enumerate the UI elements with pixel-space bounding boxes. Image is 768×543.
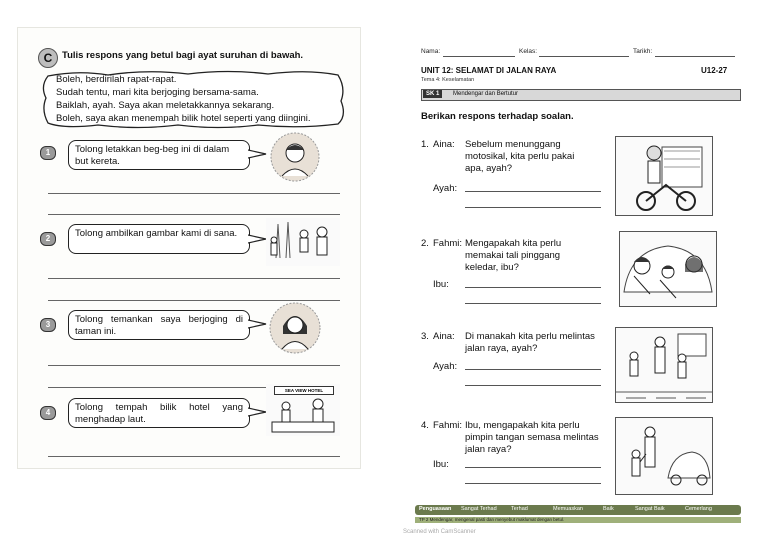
unit-title: UNIT 12: SELAMAT DI JALAN RAYA — [421, 66, 557, 75]
response-option: Sudah tentu, mari kita berjoging bersama-sama. — [56, 87, 259, 98]
mother-portrait-icon — [268, 302, 322, 354]
answer-line[interactable] — [465, 303, 601, 304]
right-worksheet-page — [403, 35, 741, 535]
answer-line[interactable] — [465, 207, 601, 208]
answer-line[interactable] — [465, 369, 601, 370]
theme-label: Tema 4: Keselamatan — [421, 77, 475, 83]
bubble-tail-icon — [248, 318, 268, 330]
skill-title: Mendengar dan Bertutur — [453, 91, 519, 97]
reply-label: Ibu: — [433, 279, 449, 290]
question-number-1: 1 — [40, 146, 56, 160]
question-number-2: 2 — [40, 232, 56, 246]
question-number-4: 4 — [40, 406, 56, 420]
skill-code: SK 1 — [423, 90, 442, 98]
answer-line[interactable] — [465, 191, 601, 192]
question-number: 4. — [421, 420, 429, 431]
class-label: Kelas: — [519, 48, 538, 55]
hotel-sign: SEA VIEW HOTEL — [274, 386, 334, 395]
mastery-level[interactable]: Sangat Terhad — [461, 506, 497, 512]
section-c-badge: C — [38, 48, 58, 68]
bubble-tail-icon — [248, 406, 268, 418]
name-label: Nama: — [421, 48, 441, 55]
answer-line — [48, 278, 340, 279]
bubble-tail-icon — [248, 233, 268, 245]
bubble-tail-icon — [248, 148, 268, 160]
mastery-level[interactable]: Cemerlang — [685, 506, 712, 512]
father-portrait-icon — [268, 132, 322, 182]
question-text: Mengapakah kita perlu memakai tali pinggang keledar, ibu? — [465, 238, 562, 273]
reply-label: Ibu: — [433, 459, 449, 470]
name-field-line[interactable] — [443, 56, 515, 57]
question-number: 3. — [421, 331, 429, 342]
question-speaker: Fahmi: — [433, 238, 463, 249]
answer-line — [48, 193, 340, 194]
left-worksheet-page — [18, 28, 360, 468]
right-instruction: Berikan respons terhadap soalan. — [421, 111, 574, 122]
speech-bubble-2: Tolong ambilkan gambar kami di sana. — [68, 224, 250, 254]
question-number: 2. — [421, 238, 429, 249]
mastery-lead: Penguasaan — [419, 506, 452, 512]
answer-line[interactable] — [465, 287, 601, 288]
mastery-level[interactable]: Sangat Baik — [635, 506, 665, 512]
question-number: 1. — [421, 139, 429, 150]
question-text: Sebelum menunggang motosikal, kita perlu pakai apa, ayah? — [465, 139, 575, 174]
mastery-level[interactable]: Memuaskan — [553, 506, 583, 512]
speech-bubble-1: Tolong letakkan beg-beg ini di dalam but kereta. — [68, 140, 250, 170]
response-options — [56, 73, 336, 125]
scanner-watermark: Scanned with CamScanner — [403, 529, 476, 535]
question-speaker: Fahmi: — [433, 420, 463, 431]
question-speaker: Aina: — [433, 331, 455, 342]
mother-child-crossing-illustration — [615, 417, 713, 495]
road-crossing-illustration — [615, 327, 713, 403]
mastery-note: TP 2 Mendengar, mengenal pasti dan menyebut maklumat dengan betul. — [415, 517, 741, 523]
reply-label: Ayah: — [433, 361, 458, 372]
response-option: Baiklah, ayah. Saya akan meletakkannya sekarang. — [56, 100, 275, 111]
answer-line[interactable] — [465, 467, 601, 468]
question-number-3: 3 — [40, 318, 56, 332]
speech-bubble-3: Tolong temankan saya berjoging di taman ini. — [68, 310, 250, 340]
left-instruction: Tulis respons yang betul bagi ayat suruhan di bawah. — [62, 50, 304, 61]
response-option: Boleh, berdirilah rapat-rapat. — [56, 74, 177, 85]
answer-line[interactable] — [465, 483, 601, 484]
mastery-level[interactable]: Baik — [603, 506, 614, 512]
answer-line — [48, 456, 340, 457]
unit-code: U12-27 — [701, 66, 728, 75]
reply-label: Ayah: — [433, 183, 458, 194]
answer-line — [48, 214, 340, 215]
date-field-line[interactable] — [655, 56, 735, 57]
motorcycle-rider-illustration — [615, 136, 713, 216]
response-option: Boleh, saya akan menempah bilik hotel seperti yang diingini. — [56, 113, 311, 124]
mastery-level[interactable]: Terhad — [511, 506, 528, 512]
answer-line — [48, 300, 340, 301]
question-text: Ibu, mengapakah kita perlu pimpin tangan semasa melintas jalan raya? — [465, 420, 599, 455]
answer-line[interactable] — [465, 385, 601, 386]
family-in-car-illustration — [619, 231, 717, 307]
question-text: Di manakah kita perlu melintas jalan raya, ayah? — [465, 331, 595, 354]
question-speaker: Aina: — [433, 139, 455, 150]
date-label: Tarikh: — [633, 48, 653, 55]
speech-bubble-4: Tolong tempah bilik hotel yang menghadap laut. — [68, 398, 250, 428]
family-photo-illustration — [266, 218, 340, 266]
answer-line — [48, 365, 340, 366]
class-field-line[interactable] — [539, 56, 629, 57]
